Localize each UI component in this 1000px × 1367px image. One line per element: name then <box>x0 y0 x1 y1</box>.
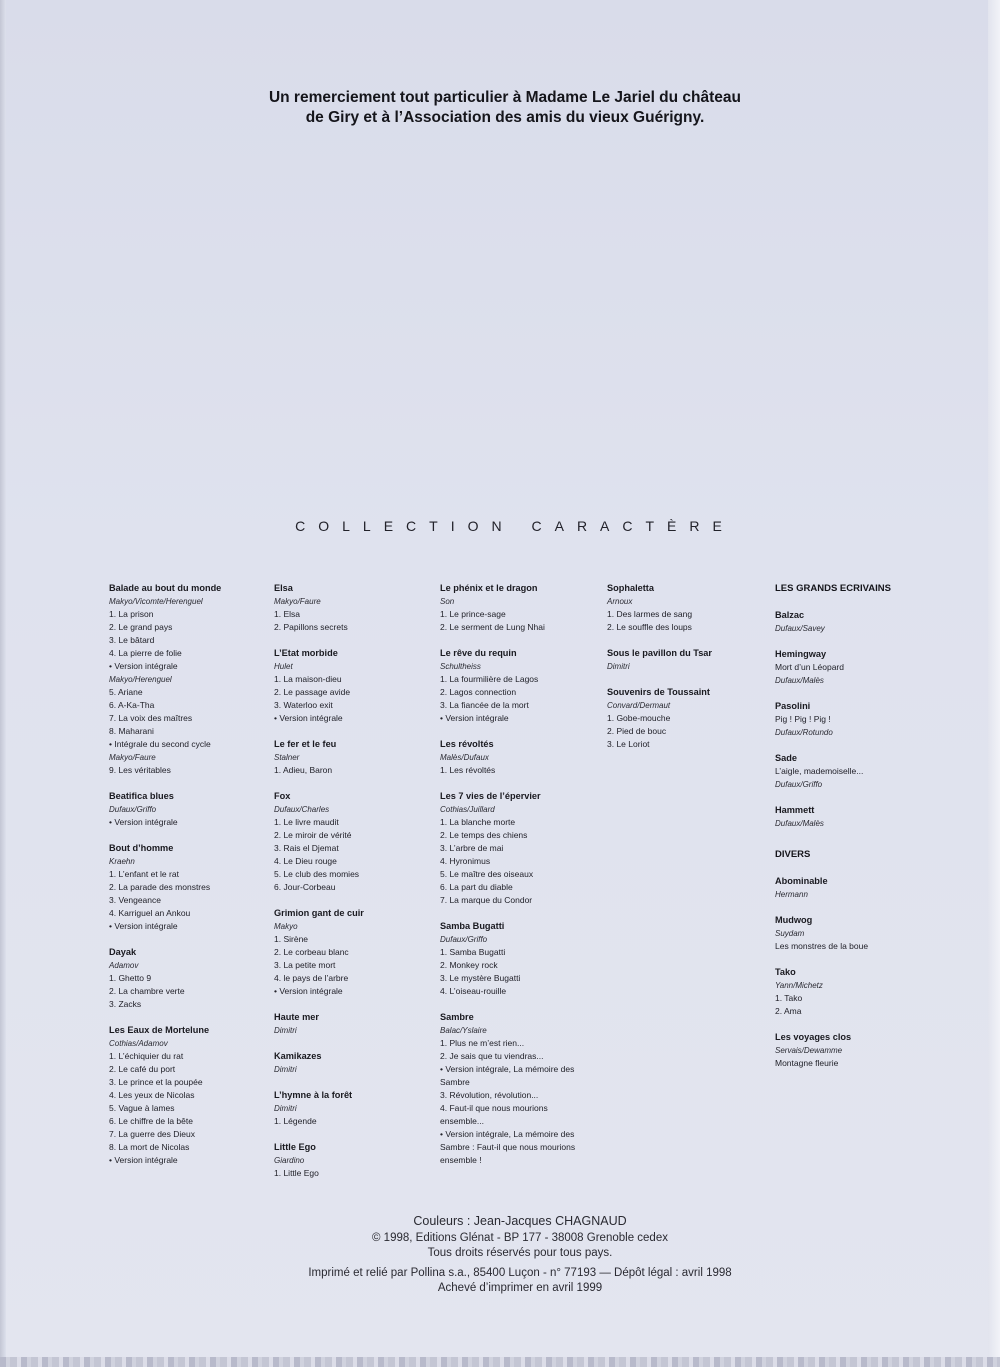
series-entry <box>109 1024 269 1167</box>
series-item: Sambre : Faut-il que nous mourions <box>440 1142 576 1152</box>
series-item: Pig ! Pig ! Pig ! <box>775 714 831 724</box>
series-author: Dimitri <box>607 662 630 671</box>
series-item: Sambre <box>440 1077 470 1087</box>
series-item: 4. Les yeux de Nicolas <box>109 1090 195 1100</box>
series-title: Le fer et le feu <box>274 739 337 749</box>
series-entry <box>440 738 600 777</box>
collection-title: COLLECTION CARACTÈRE <box>295 518 735 534</box>
credits-rights: Tous droits réservés pour tous pays. <box>427 1247 613 1259</box>
series-item: 6. Le chiffre de la bête <box>109 1116 193 1126</box>
series-entry <box>274 647 434 725</box>
series-item: ensemble... <box>440 1116 484 1126</box>
series-item: 2. Le serment de Lung Nhai <box>440 622 545 632</box>
series-author: Hermann <box>775 890 808 899</box>
series-title: Mudwog <box>775 915 813 925</box>
series-item: 2. Le miroir de vérité <box>274 830 352 840</box>
series-title: Sade <box>775 753 797 763</box>
series-item: 2. Monkey rock <box>440 960 498 970</box>
series-title: Fox <box>274 791 291 801</box>
series-item: Mort d’un Léopard <box>775 662 844 672</box>
series-item: 1. Samba Bugatti <box>440 947 506 957</box>
series-item: 7. La voix des maîtres <box>109 713 193 723</box>
series-item: 3. Le bâtard <box>109 635 155 645</box>
series-item: 8. La mort de Nicolas <box>109 1142 190 1152</box>
series-item: 1. Gobe-mouche <box>607 713 671 723</box>
series-title: Sous le pavillon du Tsar <box>607 648 712 658</box>
series-entry <box>607 582 767 634</box>
series-entry <box>109 842 269 933</box>
series-title: Hammett <box>775 805 815 815</box>
series-item: 2. La parade des monstres <box>109 882 211 892</box>
series-item: 3. Révolution, révolution... <box>440 1090 539 1100</box>
series-item: 3. Vengeance <box>109 895 161 905</box>
series-item: 9. Les véritables <box>109 765 171 775</box>
series-title: Little Ego <box>274 1142 316 1152</box>
series-item: 1. Le livre maudit <box>274 817 339 827</box>
series-author: Arnoux <box>607 597 633 606</box>
series-author: Dimitri <box>274 1065 297 1074</box>
catalog-column-5 <box>775 582 935 1083</box>
series-item: 3. Rais el Djemat <box>274 843 339 853</box>
series-title: Dayak <box>109 947 137 957</box>
series-author: Dufaux/Griffo <box>109 805 157 814</box>
series-item: • Version intégrale <box>440 713 509 723</box>
series-author: Makyo/Vicomte/Herenguel <box>109 597 203 606</box>
series-item: 2. Le souffle des loups <box>607 622 692 632</box>
series-author: Dufaux/Malès <box>775 819 824 828</box>
series-item: 2. Le temps des chiens <box>440 830 528 840</box>
credits-achieved: Achevé d’imprimer en avril 1999 <box>437 1282 603 1294</box>
series-entry <box>607 647 767 673</box>
series-item: 4. L’oiseau-rouille <box>440 986 507 996</box>
credits-colors: Couleurs : Jean-Jacques CHAGNAUD <box>413 1214 627 1228</box>
series-entry <box>274 738 434 777</box>
series-item: 3. La fiancée de la mort <box>440 700 529 710</box>
series-item: 2. Lagos connection <box>440 687 517 697</box>
series-title: Elsa <box>274 583 293 593</box>
series-item: 1. Ghetto 9 <box>109 973 152 983</box>
series-author: Convard/Dermaut <box>607 701 671 710</box>
series-item: 1. Des larmes de sang <box>607 609 693 619</box>
series-title: Grimion gant de cuir <box>274 908 364 918</box>
series-item: 4. Karriguel an Ankou <box>109 908 191 918</box>
series-entry <box>775 804 935 830</box>
series-author: Kraehn <box>109 857 135 866</box>
series-author: Cothias/Juillard <box>440 805 495 814</box>
series-item: 3. Waterloo exit <box>274 700 333 710</box>
series-item: 1. Légende <box>274 1116 317 1126</box>
series-author: Dimitri <box>274 1026 297 1035</box>
series-item: 1. Adieu, Baron <box>274 765 333 775</box>
series-title: Le rêve du requin <box>440 648 517 658</box>
series-title: Beatifica blues <box>109 791 174 801</box>
series-entry <box>109 582 269 777</box>
series-item: 1. La blanche morte <box>440 817 516 827</box>
series-entry <box>775 700 935 739</box>
series-item: 6. A-Ka-Tha <box>109 700 155 710</box>
series-title: Abominable <box>775 876 828 886</box>
series-title: L’Etat morbide <box>274 648 338 658</box>
series-entry <box>775 914 935 953</box>
series-item: ensemble ! <box>440 1155 482 1165</box>
series-author: Dufaux/Griffo <box>775 780 823 789</box>
series-item: 1. Tako <box>775 993 803 1003</box>
series-entry <box>775 875 935 901</box>
series-item: 1. Elsa <box>274 609 300 619</box>
series-entry <box>440 647 600 725</box>
series-title: Sambre <box>440 1012 474 1022</box>
series-author: Servais/Dewamme <box>775 1046 843 1055</box>
series-entry <box>440 790 600 907</box>
series-title: Les voyages clos <box>775 1032 852 1042</box>
series-title: Haute mer <box>274 1012 319 1022</box>
series-title: Les révoltés <box>440 739 494 749</box>
series-author: Stalner <box>274 753 300 762</box>
series-item: 6. Jour-Corbeau <box>274 882 336 892</box>
series-entry <box>440 1011 600 1167</box>
bottom-edge-strip <box>0 1357 1000 1367</box>
series-author: Dufaux/Malès <box>775 676 824 685</box>
acknowledgement-line-1: Un remerciement tout particulier à Madame Le Jariel du château <box>268 89 742 106</box>
catalog-column-3 <box>440 582 600 1180</box>
series-item: 7. La guerre des Dieux <box>109 1129 195 1139</box>
series-entry <box>775 966 935 1018</box>
series-item: 3. Le prince et la poupée <box>109 1077 203 1087</box>
series-item: 1. L’échiquier du rat <box>109 1051 184 1061</box>
section-heading: LES GRANDS ECRIVAINS <box>775 583 891 594</box>
series-item: 5. Ariane <box>109 687 143 697</box>
series-item: 4. le pays de l’arbre <box>274 973 349 983</box>
series-item: 5. Le maître des oiseaux <box>440 869 534 879</box>
series-item: • Version intégrale <box>109 661 178 671</box>
series-author: Dufaux/Savey <box>775 624 825 633</box>
series-entry <box>274 907 434 998</box>
series-item: • Version intégrale <box>109 921 178 931</box>
page-right-edge <box>988 0 1000 1367</box>
acknowledgement <box>200 88 810 128</box>
catalog-column-4 <box>607 582 767 764</box>
series-item: L’aigle, mademoiselle... <box>775 766 864 776</box>
series-item: 2. Le passage avide <box>274 687 351 697</box>
series-item: 4. La pierre de folie <box>109 648 182 658</box>
series-entry <box>775 648 935 687</box>
series-item: • Version intégrale, La mémoire des <box>440 1064 575 1074</box>
catalog-column-2 <box>274 582 434 1193</box>
series-item: 1. La maison-dieu <box>274 674 342 684</box>
series-author: Hulet <box>274 662 293 671</box>
series-author: Cothias/Adamov <box>109 1039 168 1048</box>
series-item: 1. L’enfant et le rat <box>109 869 179 879</box>
credits-copyright: © 1998, Editions Glénat - BP 177 - 38008 Grenoble cedex <box>372 1232 668 1244</box>
series-entry <box>775 1031 935 1070</box>
series-title: Balade au bout du monde <box>109 583 222 593</box>
series-item: 4. Le Dieu rouge <box>274 856 337 866</box>
series-item: 1. Les révoltés <box>440 765 496 775</box>
series-title: Hemingway <box>775 649 827 659</box>
section-heading: DIVERS <box>775 849 811 860</box>
series-author: Makyo <box>274 922 298 931</box>
series-author: Son <box>440 597 455 606</box>
series-item: • Version intégrale <box>274 986 343 996</box>
series-item: 1. Le prince-sage <box>440 609 506 619</box>
series-author: Makyo/Herenguel <box>109 675 172 684</box>
series-item: 3. La petite mort <box>274 960 336 970</box>
series-item: 3. Le mystère Bugatti <box>440 973 521 983</box>
series-title: Balzac <box>775 610 805 620</box>
series-item: • Version intégrale <box>274 713 343 723</box>
series-entry <box>607 686 767 751</box>
series-author: Dufaux/Charles <box>274 805 330 814</box>
series-author: Malès/Dufaux <box>440 753 489 762</box>
series-title: Les 7 vies de l’épervier <box>440 791 541 801</box>
series-author: Makyo/Faure <box>274 597 321 606</box>
series-item: 4. Hyronimus <box>440 856 491 866</box>
series-title: Le phénix et le dragon <box>440 583 538 593</box>
series-entry <box>109 790 269 829</box>
series-author: Giardino <box>274 1156 305 1165</box>
catalog-column-1 <box>109 582 269 1180</box>
series-item: 3. Zacks <box>109 999 142 1009</box>
series-item: 3. L’arbre de mai <box>440 843 504 853</box>
series-item: 2. Le grand pays <box>109 622 173 632</box>
series-item: • Version intégrale <box>109 1155 178 1165</box>
series-author: Dufaux/Griffo <box>440 935 488 944</box>
acknowledgement-line-2: de Giry et à l’Association des amis du vieux Guérigny. <box>305 109 705 126</box>
series-title: Les Eaux de Mortelune <box>109 1025 210 1035</box>
series-author: Dimitri <box>274 1104 297 1113</box>
series-entry <box>274 582 434 634</box>
series-title: Sophaletta <box>607 583 654 593</box>
series-item: • Version intégrale <box>109 817 178 827</box>
series-entry <box>440 920 600 998</box>
series-item: 1. La fourmilière de Lagos <box>440 674 539 684</box>
series-item: 1. Little Ego <box>274 1168 319 1178</box>
series-title: Bout d’homme <box>109 843 174 853</box>
credits <box>250 1214 790 1296</box>
series-item: 1. Sirène <box>274 934 309 944</box>
series-title: Souvenirs de Toussaint <box>607 687 710 697</box>
series-item: Montagne fleurie <box>775 1058 839 1068</box>
series-item: • Version intégrale, La mémoire des <box>440 1129 575 1139</box>
series-title: Samba Bugatti <box>440 921 505 931</box>
series-item: 2. Je sais que tu viendras... <box>440 1051 544 1061</box>
series-entry <box>775 752 935 791</box>
series-entry <box>109 946 269 1011</box>
series-item: 2. Pied de bouc <box>607 726 667 736</box>
series-entry <box>274 1141 434 1180</box>
series-item: 6. La part du diable <box>440 882 513 892</box>
series-author: Makyo/Faure <box>109 753 156 762</box>
series-item: 8. Maharani <box>109 726 154 736</box>
series-author: Suydam <box>775 929 805 938</box>
series-title: L’hymne à la forêt <box>274 1090 353 1100</box>
series-item: 1. La prison <box>109 609 154 619</box>
series-item: 7. La marque du Condor <box>440 895 533 905</box>
series-item: 4. Faut-il que nous mourions <box>440 1103 548 1113</box>
series-entry <box>440 582 600 634</box>
series-entry <box>274 1011 434 1037</box>
series-item: • Intégrale du second cycle <box>109 739 211 749</box>
series-author: Yann/Michetz <box>775 981 823 990</box>
series-item: 5. Vague à lames <box>109 1103 175 1113</box>
series-entry <box>274 1089 434 1128</box>
series-title: Tako <box>775 967 796 977</box>
series-item: 2. Le café du port <box>109 1064 176 1074</box>
series-author: Balac/Yslaire <box>440 1026 487 1035</box>
series-entry <box>274 1050 434 1076</box>
series-title: Kamikazes <box>274 1051 322 1061</box>
series-author: Schultheiss <box>440 662 481 671</box>
series-item: 2. Papillons secrets <box>274 622 348 632</box>
series-item: Les monstres de la boue <box>775 941 869 951</box>
series-author: Adamov <box>109 961 139 970</box>
series-item: 1. Plus ne m’est rien... <box>440 1038 525 1048</box>
series-author: Dufaux/Rotundo <box>775 728 833 737</box>
credits-printer: Imprimé et relié par Pollina s.a., 85400 Luçon - n° 77193 — Dépôt légal : avril 1998 <box>308 1267 732 1279</box>
series-title: Pasolini <box>775 701 811 711</box>
series-item: 2. Le corbeau blanc <box>274 947 349 957</box>
series-entry <box>274 790 434 894</box>
series-item: 5. Le club des momies <box>274 869 360 879</box>
series-item: 2. La chambre verte <box>109 986 185 996</box>
series-item: 3. Le Loriot <box>607 739 650 749</box>
series-entry <box>775 609 935 635</box>
page-left-edge <box>0 0 6 1367</box>
series-item: 2. Ama <box>775 1006 802 1016</box>
